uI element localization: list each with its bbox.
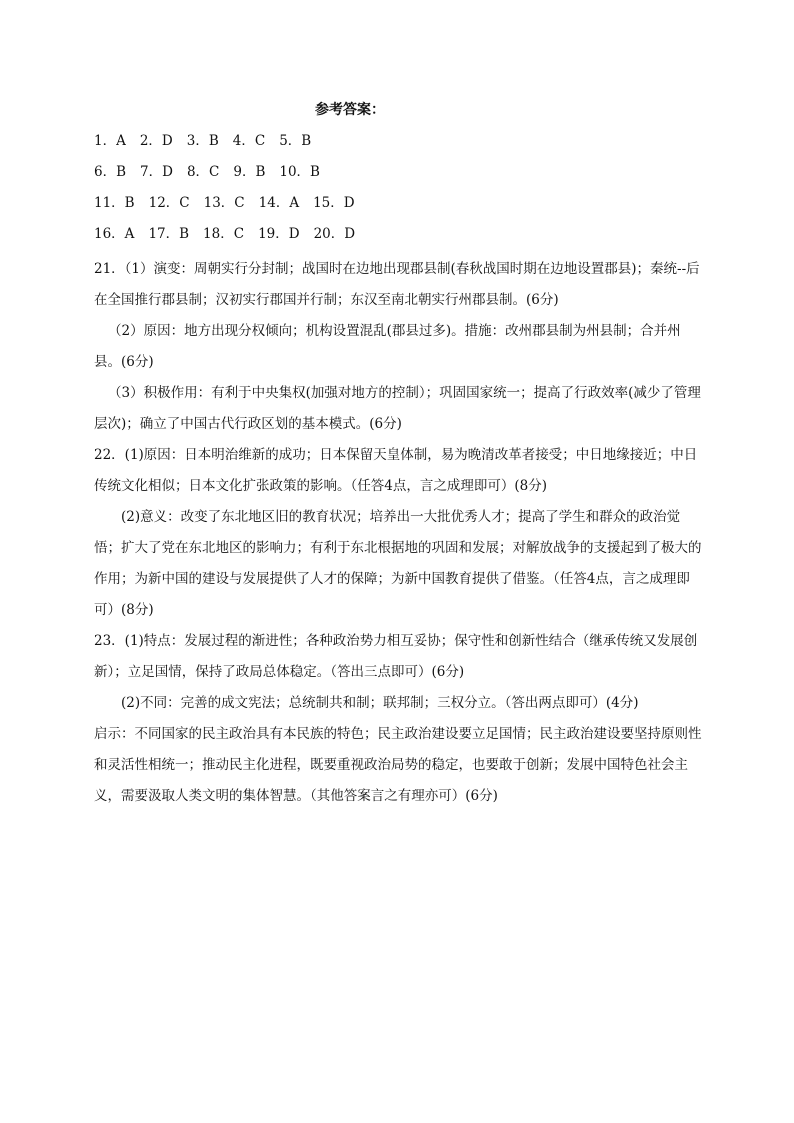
answer-item: 20．D [313,226,356,242]
answer-item: 19．D [258,226,300,242]
answer-row [94,161,369,192]
q21-evolution: 21．（1）演变：周朝实行分封制；战国时在边地出现郡县制(春秋战国时期在边地设置郡县)；秦统--后在全国推行郡县制；汉初实行郡国并行制；东汉至南北朝实行州郡县制。(6分) [94,261,700,308]
q23-features: 23．(1)特点：发展过程的渐进性；各种政治势力相互妥协；保守性和创新性结合（继承传统又发展创新）；立足国情，保持了政局总体稳定。（答出三点即可）(6分) [94,633,698,680]
answer-item: 4．C [232,133,266,149]
answer-explanations [94,254,704,812]
answer-item: 5．B [279,133,312,149]
choice-answers [94,130,369,254]
answer-row [94,192,369,223]
q21-positive-effects: （3）积极作用：有利于中央集权(加强对地方的控制）；巩固国家统一；提高了行政效率(减少了管理层次)；确立了中国古代行政区划的基本模式。(6分) [94,385,701,432]
answer-item: 10．B [279,164,320,180]
answer-item: 17．B [148,226,190,242]
answer-item: 14．A [258,195,300,211]
answer-item: 11．B [94,195,135,211]
answer-row [94,130,369,161]
q22-reasons: 22．(1)原因：日本明治维新的成功；日本保留天皇体制，易为晚清改革者接受；中日地缘接近；中日传统文化相似；日本文化扩张政策的影响。（任答4点，言之成理即可）(8分) [94,447,698,494]
answer-item: 13．C [203,195,245,211]
answer-item: 7．D [140,164,173,180]
answer-item: 8．C [186,164,220,180]
q23-differences: (2)不同：完善的成文宪法；总统制共和制；联邦制；三权分立。（答出两点即可）(4分) [121,695,639,711]
answer-item: 15．D [313,195,355,211]
q23-enlightenment: 启示：不同国家的民主政治具有本民族的特色；民主政治建设要立足国情；民主政治建设要坚持原则性和灵活性相统一；推动民主化进程，既要重视政治局势的稳定，也要敢于创新；发展中国特色社会主义，需要汲取人类文明的集体智慧。（其他答案言之有理亦可）(6分) [94,726,702,804]
answer-row [94,223,369,254]
page-title: 参考答案： [315,102,385,118]
answer-item: 9．B [233,164,266,180]
q21-reasons-measures: （2）原因：地方出现分权倾向；机构设置混乱(郡县过多)。措施：改州郡县制为州县制；合并州县。(6分) [94,323,681,370]
answer-item: 3．B [186,133,219,149]
q22-significance: (2)意义：改变了东北地区旧的教育状况；培养出一大批优秀人才；提高了学生和群众的政治觉悟；扩大了党在东北地区的影响力；有利于东北根据地的巩固和发展；对解放战争的支援起到了极大的作用；为新中国的建设与发展提供了人才的保障；为新中国教育提供了借鉴。（任答4点，言之成理即可）(8分) [94,509,702,618]
answer-item: 2．D [139,133,173,149]
answer-item: 1．A [94,133,126,149]
answer-item: 18．C [203,226,245,242]
answer-item: 16．A [94,226,135,242]
answer-item: 6．B [94,164,127,180]
answer-item: 12．C [148,195,190,211]
